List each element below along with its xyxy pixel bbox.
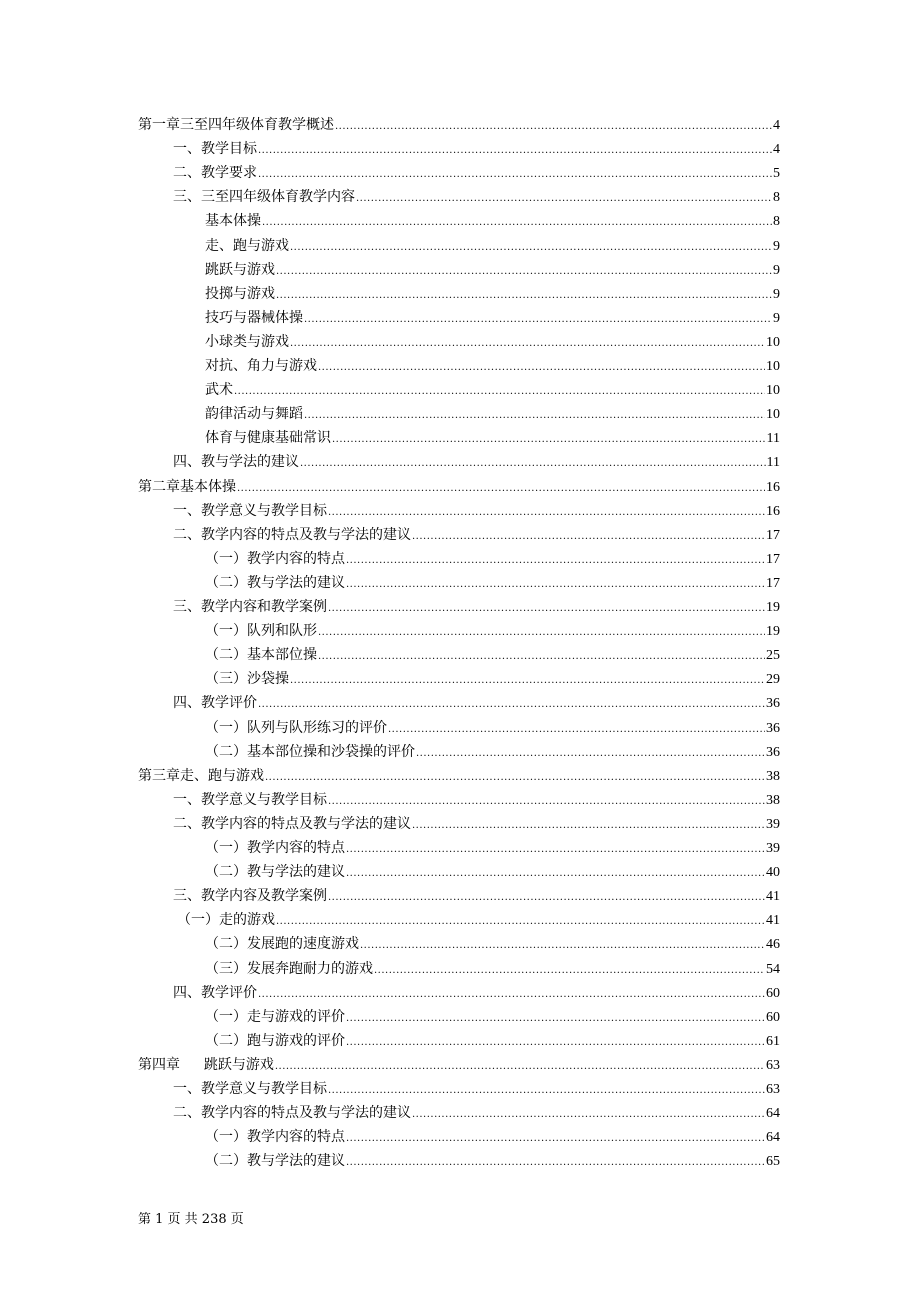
- dot-leader: [258, 696, 765, 714]
- toc-entry[interactable]: [173, 1080, 780, 1098]
- toc-entry-title: 第三章走、跑与游戏: [138, 767, 264, 784]
- dot-leader: [346, 552, 765, 570]
- dot-leader: [276, 913, 765, 931]
- toc-entry[interactable]: [205, 405, 780, 423]
- toc-page-number: 61: [766, 1033, 780, 1049]
- toc-entry-subtitle: 跳跃与游戏: [203, 1056, 274, 1073]
- dot-leader: [346, 576, 765, 594]
- toc-entry-title: （一）队列与队形练习的评价: [205, 719, 387, 736]
- dot-leader: [318, 624, 765, 642]
- toc-page-number: 25: [766, 648, 780, 664]
- toc-entry-title: 基本体操: [205, 213, 261, 230]
- toc-entry[interactable]: [138, 767, 780, 785]
- toc-entry-title: 走、跑与游戏: [205, 237, 289, 254]
- dot-leader: [258, 142, 772, 160]
- toc-entry-title: 二、教学内容的特点及教与学法的建议: [173, 1105, 411, 1122]
- toc-entry[interactable]: [205, 622, 780, 640]
- toc-entry-title: （二）教与学法的建议: [205, 574, 345, 591]
- toc-entry[interactable]: [205, 960, 780, 978]
- dot-leader: [258, 986, 765, 1004]
- toc-entry-title: 四、教学评价: [173, 984, 257, 1001]
- dot-leader: [290, 672, 765, 690]
- toc-entry-title: （二）教与学法的建议: [205, 864, 345, 881]
- toc-entry[interactable]: [173, 815, 780, 833]
- toc-entry-title: （二）发展跑的速度游戏: [205, 936, 359, 953]
- toc-entry[interactable]: [205, 1152, 780, 1170]
- toc-entry[interactable]: [177, 911, 780, 929]
- toc-page-number: 19: [766, 600, 780, 615]
- toc-page-number: 16: [766, 503, 780, 519]
- dot-leader: [332, 431, 766, 449]
- toc-page-number: 36: [766, 720, 780, 736]
- toc-entry-title: （一）走的游戏: [177, 912, 275, 929]
- dot-leader: [290, 239, 772, 257]
- toc-entry-title: （一）教学内容的特点: [205, 550, 345, 567]
- toc-entry[interactable]: [205, 1128, 780, 1146]
- toc-page-number: 4: [773, 142, 780, 158]
- toc-page-number: 40: [766, 865, 780, 881]
- toc-entry[interactable]: [138, 478, 780, 496]
- dot-leader: [416, 745, 765, 763]
- dot-leader: [374, 962, 765, 980]
- toc-page-number: 60: [766, 1009, 780, 1025]
- toc-entry-title: 对抗、角力与游戏: [205, 358, 317, 374]
- toc-entry[interactable]: [205, 574, 780, 592]
- toc-entry-title: （三）发展奔跑耐力的游戏: [205, 960, 373, 977]
- toc-entry-title: （一）走与游戏的评价: [205, 1008, 345, 1025]
- toc-entry-title: 四、教学评价: [173, 695, 257, 712]
- toc-entry-title: 二、教学内容的特点及教与学法的建议: [173, 526, 411, 543]
- dot-leader: [335, 118, 772, 136]
- toc-page-number: 29: [766, 672, 780, 688]
- toc-page-number: 10: [766, 383, 780, 399]
- toc-entry-title: 三、教学内容及教学案例: [173, 888, 327, 905]
- dot-leader: [304, 311, 772, 329]
- toc-page-number: 36: [766, 696, 780, 712]
- dot-leader: [346, 1010, 765, 1028]
- toc-page-number: 65: [766, 1154, 780, 1170]
- dot-leader: [304, 407, 765, 425]
- toc-entry[interactable]: [205, 309, 780, 327]
- dot-leader: [346, 1034, 765, 1052]
- dot-leader: [258, 166, 772, 184]
- toc-page-number: 39: [766, 841, 780, 856]
- toc-page-number: 10: [766, 334, 780, 350]
- toc-page-number: 41: [766, 913, 780, 929]
- toc-entry-title: 二、教学内容的特点及教与学法的建议: [173, 815, 411, 832]
- toc-page-number: 39: [766, 816, 780, 832]
- toc-entry-title: 三、教学内容和教学案例: [173, 599, 327, 615]
- dot-leader: [388, 721, 765, 739]
- toc-page-number: 8: [773, 190, 780, 206]
- toc-entry-title: 跳跃与游戏: [205, 261, 275, 278]
- toc-page-number: 38: [766, 768, 780, 784]
- dot-leader: [262, 214, 772, 232]
- dot-leader: [346, 1130, 765, 1148]
- toc-page-number: 19: [766, 624, 780, 640]
- toc-page-number: 36: [766, 744, 780, 760]
- toc-entry[interactable]: [173, 791, 780, 809]
- dot-leader: [346, 1154, 765, 1172]
- toc-entry[interactable]: [205, 1032, 780, 1050]
- dot-leader: [318, 359, 765, 377]
- toc-entry[interactable]: [205, 429, 780, 447]
- page-footer: 第 1 页 共 238 页: [138, 1212, 244, 1227]
- toc-entry[interactable]: [138, 116, 780, 134]
- toc-page-number: 46: [766, 937, 780, 953]
- toc-page-number: 9: [773, 238, 780, 254]
- toc-page-number: 9: [773, 262, 780, 278]
- dot-leader: [234, 383, 765, 401]
- toc-entry-title: 三、三至四年级体育教学内容: [173, 189, 355, 206]
- toc-entry[interactable]: [205, 1008, 780, 1026]
- toc-entry-title: 一、教学意义与教学目标: [173, 502, 327, 519]
- dot-leader: [328, 793, 765, 811]
- toc-entry-title: （二）教与学法的建议: [205, 1153, 345, 1170]
- dot-leader: [412, 528, 765, 546]
- toc-entry-title: 四、教与学法的建议: [173, 454, 299, 471]
- toc-page-number: 10: [766, 359, 780, 374]
- toc-entry[interactable]: [173, 598, 780, 616]
- toc-entry[interactable]: [205, 357, 780, 375]
- toc-entry-title: 二、教学要求: [173, 165, 257, 182]
- toc-entry-title: 技巧与器械体操: [205, 309, 303, 326]
- dot-leader: [412, 1106, 765, 1124]
- toc-entry-title: 体育与健康基础常识: [205, 430, 331, 447]
- toc-entry[interactable]: [205, 863, 780, 881]
- toc-entry[interactable]: [205, 935, 780, 953]
- toc-page-number: 17: [766, 527, 780, 543]
- toc-entry[interactable]: [205, 212, 780, 230]
- dot-leader: [346, 865, 765, 883]
- toc-entry[interactable]: [205, 839, 780, 857]
- toc-page-number: 5: [773, 166, 780, 182]
- toc-entry-title: 一、教学目标: [173, 141, 257, 158]
- toc-page-number: 17: [766, 575, 780, 591]
- toc-entry[interactable]: [173, 887, 780, 905]
- toc-page-number: 63: [766, 1057, 780, 1073]
- toc-entry[interactable]: [205, 237, 780, 255]
- dot-leader: [276, 287, 772, 305]
- toc-entry-title: （一）队列和队形: [205, 623, 317, 640]
- toc-entry[interactable]: [173, 694, 780, 712]
- toc-entry-title: 第一章三至四年级体育教学概述: [138, 117, 334, 133]
- toc-entry[interactable]: [205, 333, 780, 351]
- toc-entry[interactable]: [205, 285, 780, 303]
- toc-entry-title: （二）基本部位操: [205, 647, 317, 664]
- dot-leader: [300, 455, 766, 473]
- toc-entry[interactable]: [173, 140, 780, 158]
- dot-leader: [360, 937, 765, 955]
- dot-leader: [290, 335, 765, 353]
- dot-leader: [237, 480, 765, 498]
- dot-leader: [328, 600, 765, 618]
- toc-page-number: 41: [766, 889, 780, 905]
- dot-leader: [328, 1082, 765, 1100]
- dot-leader: [275, 1058, 765, 1076]
- dot-leader: [328, 504, 765, 522]
- toc-entry[interactable]: [173, 502, 780, 520]
- toc-page-number: 4: [773, 118, 780, 133]
- toc-entry-title: 韵律活动与舞蹈: [205, 406, 303, 423]
- toc-entry-title: 小球类与游戏: [205, 333, 289, 350]
- toc-entry-title: （一）教学内容的特点: [205, 1129, 345, 1146]
- toc-entry[interactable]: [205, 550, 780, 568]
- toc-entry-title: 第二章基本体操: [138, 478, 236, 495]
- toc-entry[interactable]: [205, 743, 780, 761]
- toc-entry[interactable]: [205, 646, 780, 664]
- dot-leader: [356, 190, 772, 208]
- toc-page-number: 17: [766, 551, 780, 567]
- dot-leader: [346, 841, 765, 859]
- toc-entry-title: 武术: [205, 382, 233, 399]
- toc-page-number: 8: [773, 214, 780, 230]
- toc-entry[interactable]: [205, 261, 780, 279]
- dot-leader: [318, 648, 765, 666]
- dot-leader: [276, 263, 772, 281]
- toc-entry[interactable]: [173, 984, 780, 1002]
- toc-page-number: 9: [773, 310, 780, 326]
- toc-entry-title: 一、教学意义与教学目标: [173, 791, 327, 808]
- toc-entry[interactable]: [173, 526, 780, 544]
- toc-entry-title: 一、教学意义与教学目标: [173, 1081, 327, 1097]
- dot-leader: [328, 889, 765, 907]
- toc-entry-title: （三）沙袋操: [205, 671, 289, 688]
- toc-entry[interactable]: [173, 453, 780, 471]
- toc-entry-title: 投掷与游戏: [205, 285, 275, 302]
- toc-page-number: 63: [766, 1082, 780, 1097]
- toc-entry[interactable]: [173, 188, 780, 206]
- toc-entry[interactable]: [205, 719, 780, 737]
- dot-leader: [265, 769, 765, 787]
- toc-entry-title: （二）跑与游戏的评价: [205, 1032, 345, 1049]
- toc-page-number: 11: [766, 431, 780, 447]
- toc-page-number: 54: [766, 961, 780, 977]
- toc-page-number: 16: [766, 479, 780, 495]
- toc-entry-title: （一）教学内容的特点: [205, 840, 345, 856]
- toc-page-number: 64: [766, 1130, 780, 1146]
- toc-entry[interactable]: [173, 164, 780, 182]
- toc-page-number: 11: [766, 455, 780, 471]
- toc-entry-title: 第四章: [138, 1056, 180, 1073]
- toc-page-number: 60: [766, 985, 780, 1001]
- dot-leader: [412, 817, 765, 835]
- toc-entry[interactable]: [138, 1056, 780, 1074]
- toc-entry[interactable]: [205, 670, 780, 688]
- toc-entry[interactable]: [173, 1104, 780, 1122]
- toc-page-number: 9: [773, 286, 780, 302]
- toc-entry-title: （二）基本部位操和沙袋操的评价: [205, 743, 415, 760]
- toc-page-number: 64: [766, 1106, 780, 1122]
- toc-page-number: 10: [766, 407, 780, 423]
- toc-entry[interactable]: [205, 381, 780, 399]
- toc-page-number: 38: [766, 792, 780, 808]
